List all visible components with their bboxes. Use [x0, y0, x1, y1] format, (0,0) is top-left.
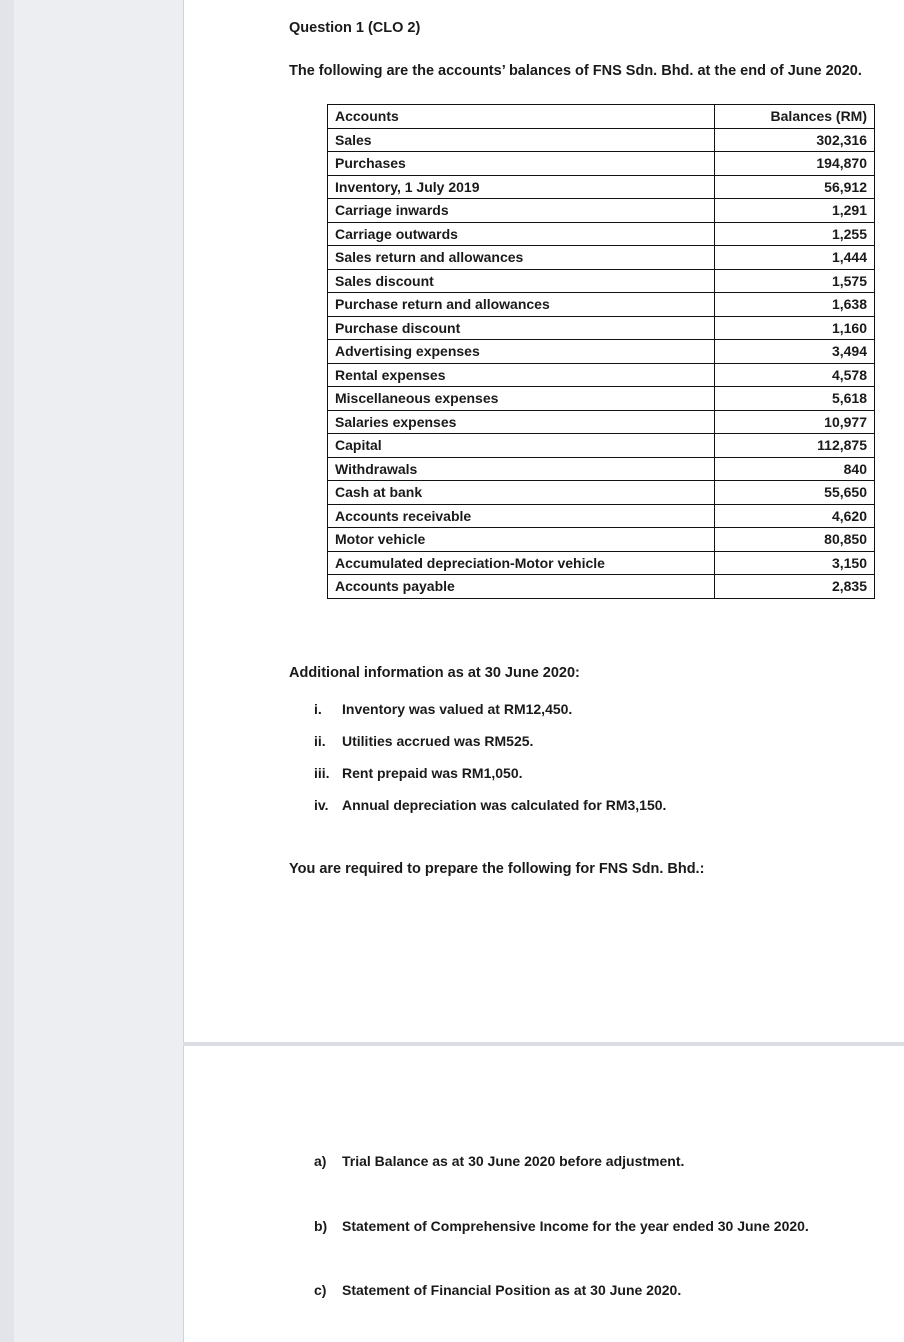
task-number: c) — [314, 1282, 327, 1298]
account-balance: 840 — [715, 457, 875, 481]
account-name: Purchases — [328, 152, 715, 176]
account-balance: 4,620 — [715, 504, 875, 528]
account-balance: 112,875 — [715, 434, 875, 458]
table-row — [328, 575, 875, 599]
list-item — [314, 700, 666, 732]
table-row — [328, 551, 875, 575]
list-item-number: ii. — [314, 733, 326, 749]
account-balance: 1,575 — [715, 269, 875, 293]
account-name: Accounts receivable — [328, 504, 715, 528]
account-name: Motor vehicle — [328, 528, 715, 552]
account-name: Carriage inwards — [328, 199, 715, 223]
account-name: Withdrawals — [328, 457, 715, 481]
list-item — [314, 732, 666, 764]
account-balance: 55,650 — [715, 481, 875, 505]
table-row — [328, 340, 875, 364]
account-balance: 1,638 — [715, 293, 875, 317]
account-balance: 2,835 — [715, 575, 875, 599]
table-row — [328, 316, 875, 340]
table-header-row — [328, 105, 875, 129]
task-item — [314, 1218, 809, 1234]
requirement-text: You are required to prepare the following for FNS Sdn. Bhd.: — [289, 861, 705, 877]
table-row — [328, 528, 875, 552]
table-row — [328, 457, 875, 481]
account-balance: 1,160 — [715, 316, 875, 340]
task-text: Statement of Comprehensive Income for the year ended 30 June 2020. — [342, 1218, 809, 1234]
list-item-number: i. — [314, 701, 322, 717]
additional-info-title: Additional information as at 30 June 2020: — [289, 665, 580, 681]
table-row — [328, 222, 875, 246]
account-balance: 194,870 — [715, 152, 875, 176]
table-row — [328, 199, 875, 223]
task-text: Trial Balance as at 30 June 2020 before adjustment. — [342, 1153, 685, 1169]
account-balance: 1,444 — [715, 246, 875, 270]
header-balances: Balances (RM) — [715, 105, 875, 129]
account-name: Inventory, 1 July 2019 — [328, 175, 715, 199]
account-name: Sales discount — [328, 269, 715, 293]
table-row — [328, 246, 875, 270]
list-item-text: Utilities accrued was RM525. — [342, 733, 534, 749]
account-balance: 302,316 — [715, 128, 875, 152]
table-row — [328, 434, 875, 458]
list-item-text: Inventory was valued at RM12,450. — [342, 701, 573, 717]
account-balance: 80,850 — [715, 528, 875, 552]
task-text: Statement of Financial Position as at 30 June 2020. — [342, 1282, 682, 1298]
intro-text: The following are the accounts’ balances of FNS Sdn. Bhd. at the end of June 2020. — [289, 63, 862, 79]
viewer-sidebar — [0, 0, 183, 1342]
task-item — [314, 1153, 684, 1169]
account-name: Sales return and allowances — [328, 246, 715, 270]
account-balance: 1,291 — [715, 199, 875, 223]
account-balance: 3,150 — [715, 551, 875, 575]
account-name: Salaries expenses — [328, 410, 715, 434]
list-item — [314, 796, 666, 828]
account-balance: 56,912 — [715, 175, 875, 199]
question-title: Question 1 (CLO 2) — [289, 20, 421, 36]
additional-info-list — [314, 700, 666, 828]
accounts-table — [327, 104, 875, 599]
list-item-number: iv. — [314, 797, 329, 813]
list-item-text: Rent prepaid was RM1,050. — [342, 765, 523, 781]
table-row — [328, 504, 875, 528]
header-accounts: Accounts — [328, 105, 715, 129]
account-name: Cash at bank — [328, 481, 715, 505]
account-name: Advertising expenses — [328, 340, 715, 364]
table-row — [328, 269, 875, 293]
account-name: Accumulated depreciation-Motor vehicle — [328, 551, 715, 575]
account-name: Accounts payable — [328, 575, 715, 599]
account-name: Sales — [328, 128, 715, 152]
account-balance: 5,618 — [715, 387, 875, 411]
account-balance: 10,977 — [715, 410, 875, 434]
table-row — [328, 387, 875, 411]
list-item — [314, 764, 666, 796]
table-row — [328, 152, 875, 176]
table-row — [328, 363, 875, 387]
table-row — [328, 293, 875, 317]
account-name: Miscellaneous expenses — [328, 387, 715, 411]
table-row — [328, 128, 875, 152]
task-number: b) — [314, 1218, 328, 1234]
account-balance: 3,494 — [715, 340, 875, 364]
account-balance: 1,255 — [715, 222, 875, 246]
list-item-number: iii. — [314, 765, 330, 781]
table-row — [328, 481, 875, 505]
account-name: Capital — [328, 434, 715, 458]
sidebar-edge — [0, 0, 14, 1342]
account-balance: 4,578 — [715, 363, 875, 387]
account-name: Carriage outwards — [328, 222, 715, 246]
account-name: Purchase discount — [328, 316, 715, 340]
table-row — [328, 175, 875, 199]
account-name: Purchase return and allowances — [328, 293, 715, 317]
table-row — [328, 410, 875, 434]
task-number: a) — [314, 1153, 327, 1169]
task-item — [314, 1282, 681, 1298]
list-item-text: Annual depreciation was calculated for RM3,150. — [342, 797, 667, 813]
account-name: Rental expenses — [328, 363, 715, 387]
